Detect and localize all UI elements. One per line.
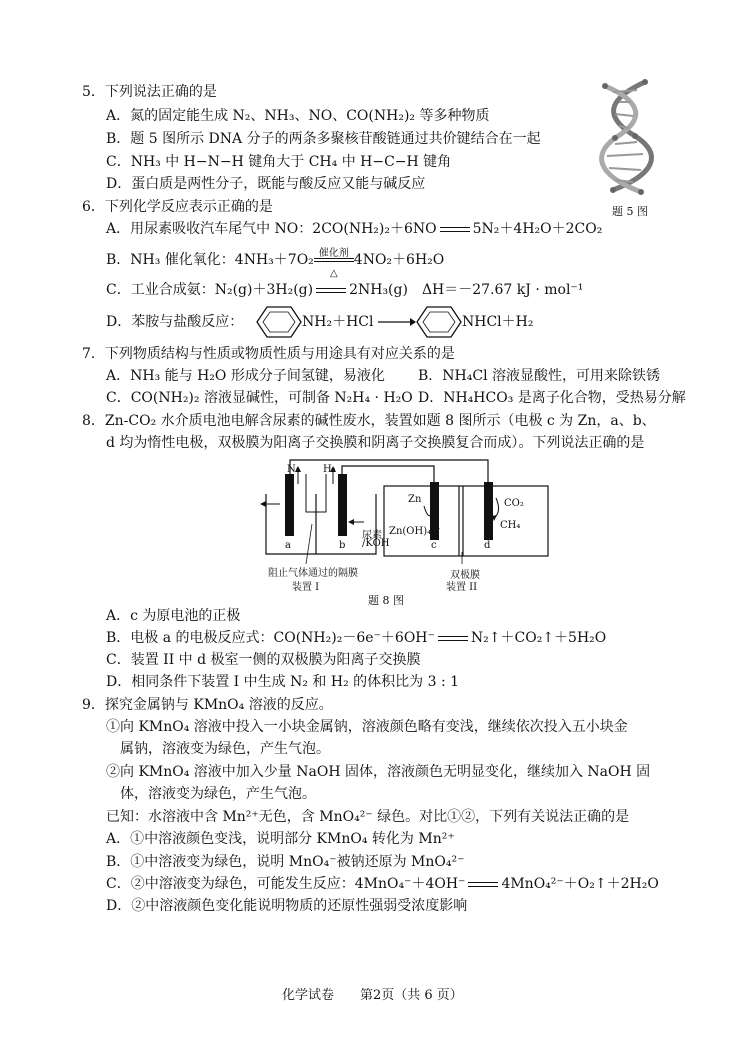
benzene-ring-icon	[416, 305, 462, 339]
q8-figure-caption: 题 8 图	[368, 594, 404, 607]
equals-sign-icon	[438, 636, 468, 641]
q6-d-mid: NH₂＋HCl	[302, 314, 374, 330]
label-bipolar-membrane: 双极膜	[450, 570, 480, 581]
q6-a-rhs: 5N₂＋4H₂O＋2CO₂	[472, 221, 603, 237]
label-membrane: 阻止气体通过的隔膜	[268, 568, 358, 579]
q6-option-c	[106, 280, 583, 300]
q7-option-b: B．NH₄Cl 溶液显酸性，可用来除铁锈	[418, 368, 660, 384]
q8-stem-line2: d 均为惰性电极，双极膜为阳离子交换膜和阴离子交换膜复合而成）。下列说法正确的是	[106, 435, 645, 451]
q9-experiment-2-line2: 体，溶液变为绿色，产生气泡。	[120, 786, 316, 802]
q9-option-c	[106, 874, 659, 894]
q9-experiment-1-line1: ①向 KMnO₄ 溶液中投入一小块金属钠，溶液颜色略有变浅，继续依次投入五小块金	[106, 719, 628, 735]
q9-stem: 9．探究金属钠与 KMnO₄ 溶液的反应。	[82, 697, 333, 713]
q6-option-a	[106, 219, 602, 239]
q5-option-d: D．蛋白质是两性分子，既能与酸反应又能与碱反应	[106, 176, 426, 192]
equals-sign-icon	[440, 227, 470, 232]
q5-option-c: C．NH₃ 中 H−N−H 键角大于 CH₄ 中 H−C−H 键角	[106, 154, 452, 170]
q9-option-a: A．①中溶液颜色变浅，说明部分 KMnO₄ 转化为 Mn²⁺	[106, 831, 455, 847]
q8-stem-line1: 8．Zn-CO₂ 水介质电池电解含尿素的碱性废水，装置如题 8 图所示（电极 c 为 Zn，a、b、	[82, 413, 656, 429]
q7-option-d: D．NH₄HCO₃ 是离子化合物，受热易分解	[418, 390, 686, 406]
q8-b-lhs: B．电极 a 的电极反应式：CO(NH₂)₂－6e⁻＋6OH⁻	[106, 630, 435, 646]
q9-option-d: D．②中溶液颜色变化能说明物质的还原性强弱受浓度影响	[106, 898, 468, 914]
label-device-2: 装置 II	[446, 582, 478, 593]
label-urea: 尿素	[362, 530, 382, 541]
q7-option-a: A．NH₃ 能与 H₂O 形成分子间氢键，易液化	[106, 368, 385, 384]
q8-option-b	[106, 628, 606, 648]
equals-sign-icon	[316, 288, 346, 293]
equals-sign-icon	[468, 882, 498, 887]
q7-option-c: C．CO(NH₂)₂ 溶液显碱性，可制备 N₂H₄ · H₂O	[106, 390, 413, 406]
q5-option-b: B．题 5 图所示 DNA 分子的两条多聚核苷酸链通过共价键结合在一起	[106, 131, 541, 147]
q8-option-d: D．相同条件下装置 I 中生成 N₂ 和 H₂ 的体积比为 3 : 1	[106, 674, 460, 690]
label-zincate: Zn(OH)₄²⁻	[389, 526, 441, 537]
q5-option-a: A．氮的固定能生成 N₂、NH₃、NO、CO(NH₂)₂ 等多种物质	[106, 108, 490, 124]
q6-stem: 6．下列化学反应表示正确的是	[82, 199, 273, 215]
q6-d-rhs: NHCl＋H₂	[462, 314, 534, 330]
q8-b-rhs: N₂↑＋CO₂↑＋5H₂O	[470, 630, 607, 646]
q9-known-info: 已知：水溶液中含 Mn²⁺无色，含 MnO₄²⁻ 绿色。对比①②，下列有关说法正确的是	[106, 809, 630, 825]
q5-figure-caption: 题 5 图	[612, 205, 648, 218]
q6-b-lhs: B．NH₃ 催化氧化：4NH₃＋7O₂	[106, 252, 314, 268]
q9-c-lhs: C．②中溶液变为绿色，可能发生反应：4MnO₄⁻＋4OH⁻	[106, 876, 466, 892]
q6-b-rhs: 4NO₂＋6H₂O	[353, 252, 445, 268]
label-zn: Zn	[408, 494, 422, 505]
label-electrode-a: a	[285, 540, 291, 551]
label-koh: /KOH	[362, 538, 390, 549]
q6-c-lhs: C．工业合成氨：N₂(g)＋3H₂(g)	[106, 282, 314, 298]
catalyst-condition	[314, 248, 354, 279]
q8-option-c: C．装置 II 中 d 极室一侧的双极膜为阳离子交换膜	[106, 652, 421, 668]
q9-experiment-2-line1: ②向 KMnO₄ 溶液中加入少量 NaOH 固体，溶液颜色无明显变化，继续加入 NaOH 固	[106, 764, 651, 780]
q9-c-rhs: 4MnO₄²⁻＋O₂↑＋2H₂O	[501, 876, 659, 892]
page-footer: 化学试卷 第2页（共 6 页）	[282, 988, 463, 1003]
q9-experiment-1-line2: 属钠，溶液变为绿色，产生气泡。	[120, 741, 330, 757]
q6-option-b	[106, 248, 445, 279]
q7-stem: 7．下列物质结构与性质或物质性质与用途具有对应关系的是	[82, 346, 455, 362]
catalyst-label: 催化剂	[318, 248, 349, 259]
q6-option-d	[106, 312, 243, 332]
dna-helix-figure	[585, 78, 665, 198]
q9-option-b: B．①中溶液变为绿色，说明 MnO₄⁻被钠还原为 MnO₄²⁻	[106, 854, 465, 870]
label-n2: N₂	[287, 464, 300, 475]
q8-option-a: A．c 为原电池的正极	[106, 608, 241, 624]
q6-a-lhs: A．用尿素吸收汽车尾气中 NO：2CO(NH₂)₂＋6NO	[106, 221, 437, 237]
benzene-ring-icon	[256, 305, 302, 339]
q5-stem: 5．下列说法正确的是	[82, 84, 217, 100]
label-electrode-d: d	[484, 540, 491, 551]
q6-c-rhs: 2NH₃(g) ΔH＝－27.67 kJ · mol⁻¹	[349, 282, 584, 298]
label-co2: CO₂	[504, 498, 524, 509]
q6-d-lhs: D．苯胺与盐酸反应：	[106, 314, 244, 330]
label-ch4: CH₄	[500, 520, 521, 531]
heat-label: △	[329, 268, 338, 279]
label-h2: H₂	[323, 464, 336, 475]
reaction-arrow-icon	[376, 314, 416, 330]
label-electrode-b: b	[339, 540, 346, 551]
label-device-1: 装置 I	[292, 582, 320, 593]
label-electrode-c: c	[431, 540, 437, 551]
